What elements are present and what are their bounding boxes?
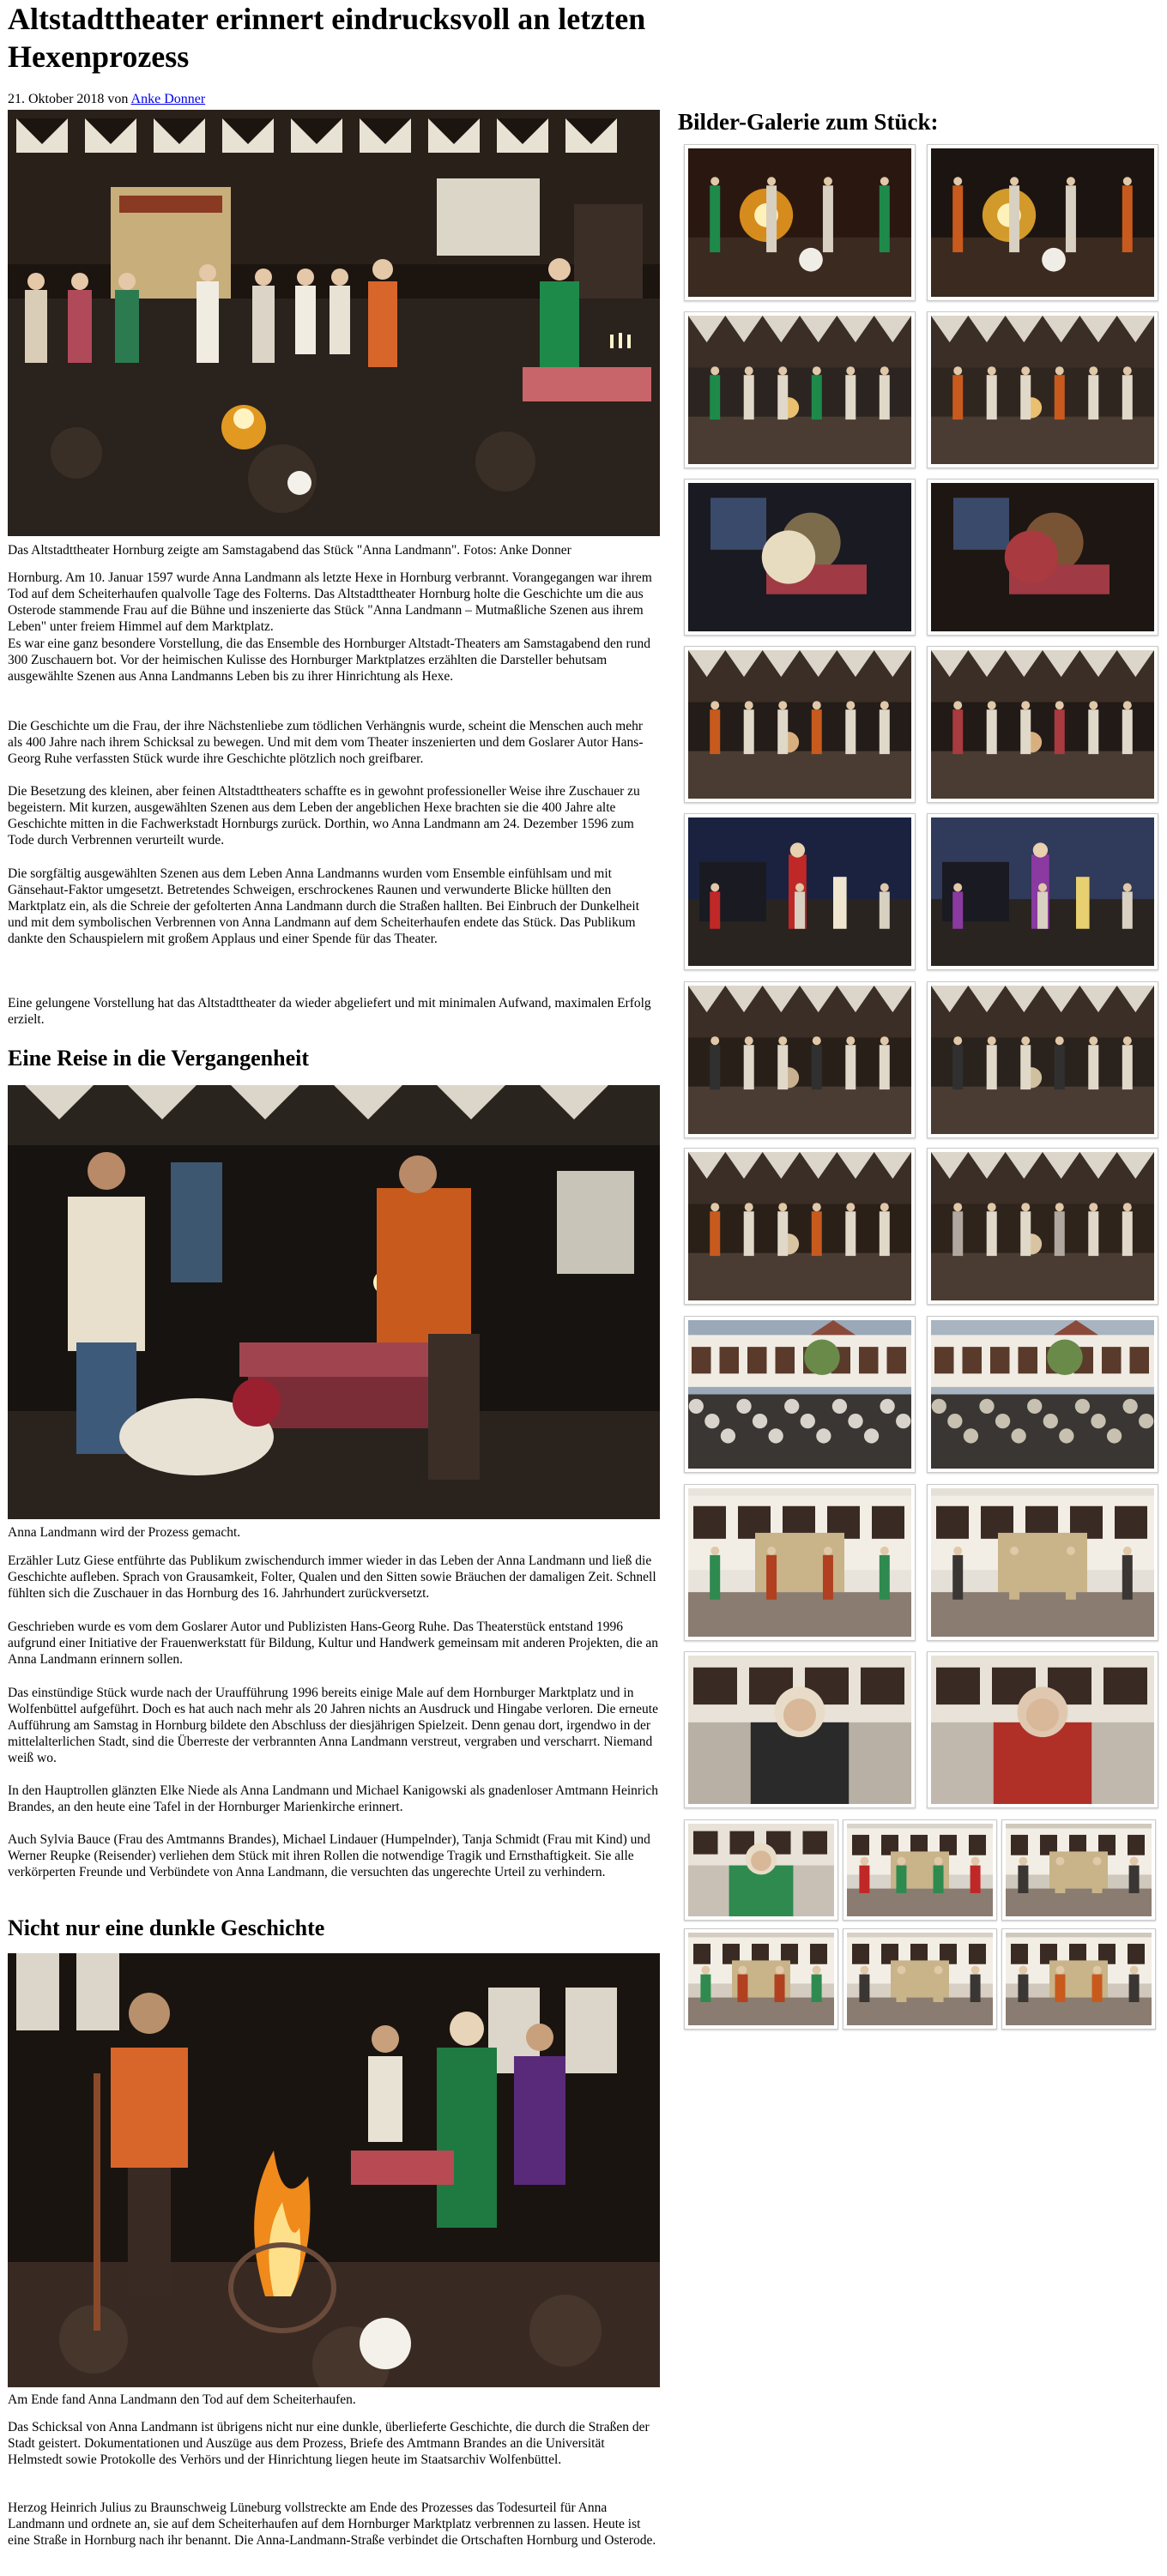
paragraph-3-2: Herzog Heinrich Julius zu Braunschweig Lüneburg vollstreckte am Ende des Prozesses das Todesurteil für Anna Landmann und ordnete an, sie auf dem Scheiterhaufen auf dem Hornburger Marktplatz verbrennen zu lassen. Heute ist eine Straße in Hornburg nach ihr benannt. Die Anna-Landmann-Straße verbindet die Ortschaften Hornburg und Osterode. [8, 2501, 656, 2548]
gallery-thumbnail[interactable] [684, 1651, 916, 1808]
paragraph-1-3: Die Geschichte um die Frau, der ihre Nächstenliebe zum tödlichen Verhängnis wurde, scheint die Menschen auch mehr als 400 Jahre nach ihrem Schicksal zu bewegen. Und mit dem vom Theater inszenierten und dem Goslarer Autor Hans-Georg Ruhe verfassten Stück wurde ihre Geschichte plötzlich noch greifbarer. [8, 719, 644, 766]
gallery-thumbnail[interactable] [843, 1928, 997, 2030]
section-heading-vergangenheit: Eine Reise in die Vergangenheit [8, 1046, 310, 1071]
paragraph-2-2: Geschrieben wurde es vom dem Goslarer Autor und Publizisten Hans-Georg Ruhe. Das Theaterstück entstand 1996 aufgrund einer Initiative der Frauenwerkstatt für Bildung, Kultur und Handwerk gemeinsam mit anderen Projekten, die an Anna Landmann erinnern sollen. [8, 1620, 658, 1667]
gallery-thumbnail[interactable] [684, 144, 916, 301]
gallery-thumbnail[interactable] [684, 1928, 838, 2030]
gallery-thumbnail[interactable] [684, 479, 916, 636]
paragraph-2-4: In den Hauptrollen glänzten Elke Niede als Anna Landmann und Michael Kanigowski als gnadenloser Amtmann Heinrich Brandes, an den heute eine Tafel in der Hornburger Marienkirche erinnert. [8, 1783, 659, 1814]
gallery-thumbnail[interactable] [684, 1316, 916, 1473]
gallery-thumbnail[interactable] [927, 311, 1158, 468]
paragraph-1-6: Eine gelungene Vorstellung hat das Altstadttheater da wieder abgeliefert und mit minimalen Aufwand, maximalen Erfolg erzielt. [8, 996, 651, 1027]
gallery-thumbnail[interactable] [927, 144, 1158, 301]
paragraph-3-1: Das Schicksal von Anna Landmann ist übrigens nicht nur eine dunkle, überlieferte Geschichte, die durch die Straßen der Stadt geistert. Dokumentationen und Auszüge aus dem Prozess, Briefe des Amtmann Brandes an die Universität Helmstedt sowie Protokolle des Verhörs und der Hinrichtung liegen heute im Staatsarchiv Wolfenbüttel. [8, 2420, 650, 2467]
gallery-thumbnail[interactable] [684, 646, 916, 803]
gallery-thumbnail[interactable] [927, 479, 1158, 636]
photo3-caption: Am Ende fand Anna Landmann den Tod auf dem Scheiterhaufen. [8, 2392, 356, 2407]
paragraph-1-4: Die Besetzung des kleinen, aber feinen Altstadttheaters schaffte es in gewohnt professioneller Weise ihre Zuschauer zu begeistern. Mit kurzen, ausgewählten Szenen aus dem Leben der angeblichen Hexe brachten sie die 400 Jahre alte Geschichte mitten in die Fachwerkstadt Hornburgs zurück. Dorthin, wo Anna Landmann am 24. Dezember 1596 zum Tode durch Verbrennen verurteilt wurde. [8, 784, 640, 848]
gallery-thumbnail[interactable] [684, 981, 916, 1138]
gallery-thumbnail[interactable] [684, 311, 916, 468]
paragraph-2-3: Das einstündige Stück wurde nach der Uraufführung 1996 bereits einige Male auf dem Hornburger Marktplatz und in Wolfenbüttel aufgeführt. Doch es hat auch nach mehr als 20 Jahren nichts an Ausdruck und Hingabe verloren. Die erneute Aufführung am Samstag in Hornburg bildete den Abschluss der diesjährigen Spielzeit. Denn genau dort, irgendwo in der mittelalterlichen Stadt, sind die Überreste der verbrannten Anna Landmann verstreut, vergraben und verscharrt. Niemand weiß wo. [8, 1686, 658, 1765]
photo2-caption: Anna Landmann wird der Prozess gemacht. [8, 1525, 241, 1540]
gallery-thumbnail[interactable] [684, 1148, 916, 1305]
paragraph-1-5: Die sorgfältig ausgewählten Szenen aus dem Leben Anna Landmanns wurden vom Ensemble einfühlsam und mit Gänsehaut-Faktor umgesetzt. Betretendes Schweigen, erschrockenes Raunen und verwunderte Blicke hüllten den Marktplatz ein, als die Schreie der gefolterten Anna Landmann durch die Straßen hallten. Bei Einbruch der Dunkelheit und mit dem symbolischen Verbrennen von Anna Landmann auf dem Scheiterhaufen endete das Stück. Das Publikum dankte den Schauspielern mit großem Applaus und einer Spende für das Theater. [8, 866, 640, 946]
photo1-caption: Das Altstadttheater Hornburg zeigte am Samstagabend das Stück "Anna Landmann". Fotos: Anke Donner [8, 543, 571, 558]
section-heading-dunkle-geschichte: Nicht nur eine dunkle Geschichte [8, 1915, 325, 1940]
article-date: 21. Oktober 2018 von [8, 92, 131, 106]
article-photo-ensemble[interactable] [8, 110, 660, 536]
article-photo-trial[interactable] [8, 1085, 660, 1519]
paragraph-2-5: Auch Sylvia Bauce (Frau des Amtmanns Brandes), Michael Lindauer (Humpelnder), Tanja Schmidt (Frau mit Kind) und Werner Reupke (Reisender) verliehen dem Stück mit ihren Rollen die notwendige Tragik und Ernsthaftigkeit. Sie alle verkörperten Freunde und Verbündete von Anna Landmann, die versuchten das ungerechte Urteil zu verhindern. [8, 1832, 650, 1879]
gallery-thumbnail[interactable] [927, 1316, 1158, 1473]
paragraph-1-2: Es war eine ganz besondere Vorstellung, die das Ensemble des Hornburger Altstadt-Theaters am Samstagabend den rund 300 Zuschauern bot. Vor der heimischen Kulisse des Hornburger Marktplatzes erzählten die Darsteller behutsam ausgewählte Szenen aus Anna Landmanns Leben bis zu ihrer Hinrichtung als Hexe. [8, 636, 650, 684]
gallery-thumbnail[interactable] [927, 1484, 1158, 1641]
gallery-thumbnail[interactable] [684, 1484, 916, 1641]
gallery-thumbnail[interactable] [843, 1819, 997, 1921]
article-title: Altstadttheater erinnert eindrucksvoll an letzten Hexenprozess [8, 2, 646, 74]
article-byline [8, 91, 205, 108]
gallery-thumbnail[interactable] [927, 1148, 1158, 1305]
article-photo-stake[interactable] [8, 1953, 660, 2387]
gallery-thumbnail[interactable] [927, 981, 1158, 1138]
paragraph-2-1: Erzähler Lutz Giese entführte das Publikum zwischendurch immer wieder in das Leben der Anna Landmann und ließ die Geschichte aufleben. Sprach von Grausamkeit, Folter, Qualen und den Sitten sowie Bräuchen der damaligen Zeit. Schnell fühlten sich die Zuschauer in das Hornburg des 16. Jahrhundert zurückversetzt. [8, 1553, 656, 1601]
gallery-thumbnail[interactable] [927, 1651, 1158, 1808]
gallery-thumbnail[interactable] [927, 813, 1158, 970]
gallery-thumbnail[interactable] [684, 1819, 838, 1921]
gallery-thumbnail[interactable] [684, 813, 916, 970]
gallery-thumbnail[interactable] [1001, 1928, 1156, 2030]
paragraph-1-1: Hornburg. Am 10. Januar 1597 wurde Anna Landmann als letzte Hexe in Hornburg verbrannt. Vorangegangen war ihrem Tod auf dem Scheiterhaufen qualvolle Tage des Folterns. Das Altstadttheater Hornburg holte die Geschichte um die aus Osterode stammende Frau auf die Bühne und inszenierte das Stück "Anna Landmann – Mutmaßliche Szenen aus ihrem Leben" unter freiem Himmel auf dem Marktplatz. [8, 570, 652, 634]
gallery-thumbnail[interactable] [1001, 1819, 1156, 1921]
author-link[interactable]: Anke Donner [130, 92, 206, 106]
gallery-thumbnail[interactable] [927, 646, 1158, 803]
gallery-title: Bilder-Galerie zum Stück: [678, 109, 939, 135]
